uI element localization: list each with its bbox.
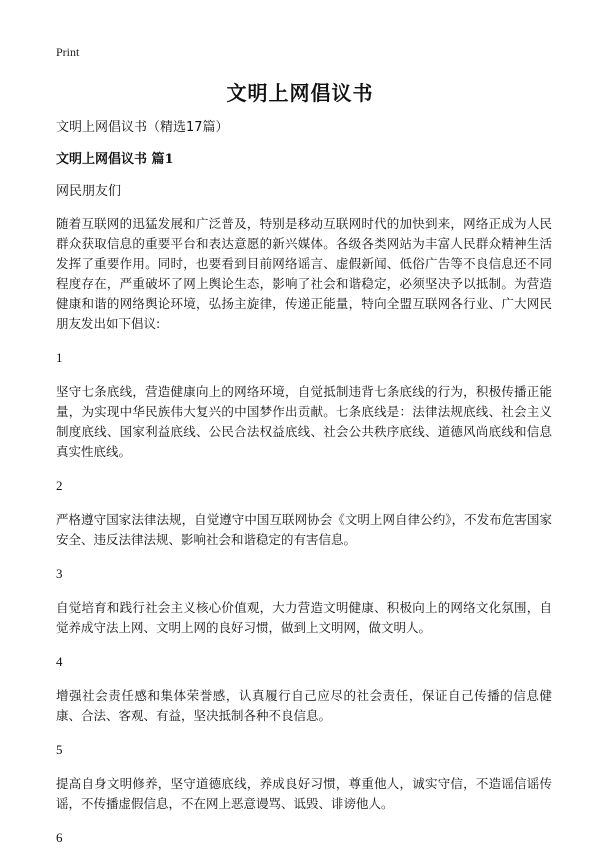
print-link[interactable]: Print [56, 45, 80, 59]
document-body [56, 118, 552, 862]
item-text-2: 严格遵守国家法律法规，自觉遵守中国互联网协会《文明上网自律公约》，不发布危害国家安全、违反法律法规、影响社会和谐稳定的有害信息。 [56, 512, 552, 547]
item-text-4: 增强社会责任感和集体荣誉感，认真履行自己应尽的社会责任，保证自己传播的信息健康、合法、客观、有益，坚决抵制各种不良信息。 [56, 688, 552, 723]
intro-paragraph: 随着互联网的迅猛发展和广泛普及，特别是移动互联网时代的加快到来，网络正成为人民群众获取信息的重要平台和表达意愿的新兴媒体。各级各类网站为丰富人民群众精神生活发挥了重要作用。同时，也要看到目前网络谣言、虚假新闻、低俗广告等不良信息还不同程度存在，严重破坏了网上舆论生态，影响了社会和谐稳定，必须坚决予以抵制。为营造健康和谐的网络舆论环境，弘扬主旋律，传递正能量，特向全盟互联网各行业、广大网民朋友发出如下倡议: [56, 216, 552, 331]
document-title: 文明上网倡议书 [226, 81, 374, 105]
item-number-3: 3 [56, 566, 63, 581]
salutation: 网民朋友们 [56, 184, 122, 199]
item-number-6: 6 [56, 830, 63, 845]
item-number-1: 1 [56, 350, 63, 365]
item-number-5: 5 [56, 742, 63, 757]
item-text-3: 自觉培育和践行社会主义核心价值观，大力营造文明健康、积极向上的网络文化氛围，自觉养成守法上网、文明上网的良好习惯，做到上文明网，做文明人。 [56, 600, 552, 635]
item-text-5: 提高自身文明修养，坚守道德底线，养成良好习惯，尊重他人，诚实守信，不造谣信谣传谣，不传播虚假信息，不在网上恶意谩骂、诋毁、诽谤他人。 [56, 776, 552, 811]
section-heading: 文明上网倡议书 篇1 [56, 152, 174, 167]
item-number-4: 4 [56, 654, 63, 669]
item-text-1: 坚守七条底线，营造健康向上的网络环境，自觉抵制违背七条底线的行为，积极传播正能量，为实现中华民族伟大复兴的中国梦作出贡献。七条底线是：法律法规底线、社会主义制度底线、国家利益底线、公民合法权益底线、社会公共秩序底线、道德风尚底线和信息真实性底线。 [56, 384, 552, 459]
document-subtitle: 文明上网倡议书（精选17篇） [56, 120, 229, 135]
item-number-2: 2 [56, 478, 63, 493]
